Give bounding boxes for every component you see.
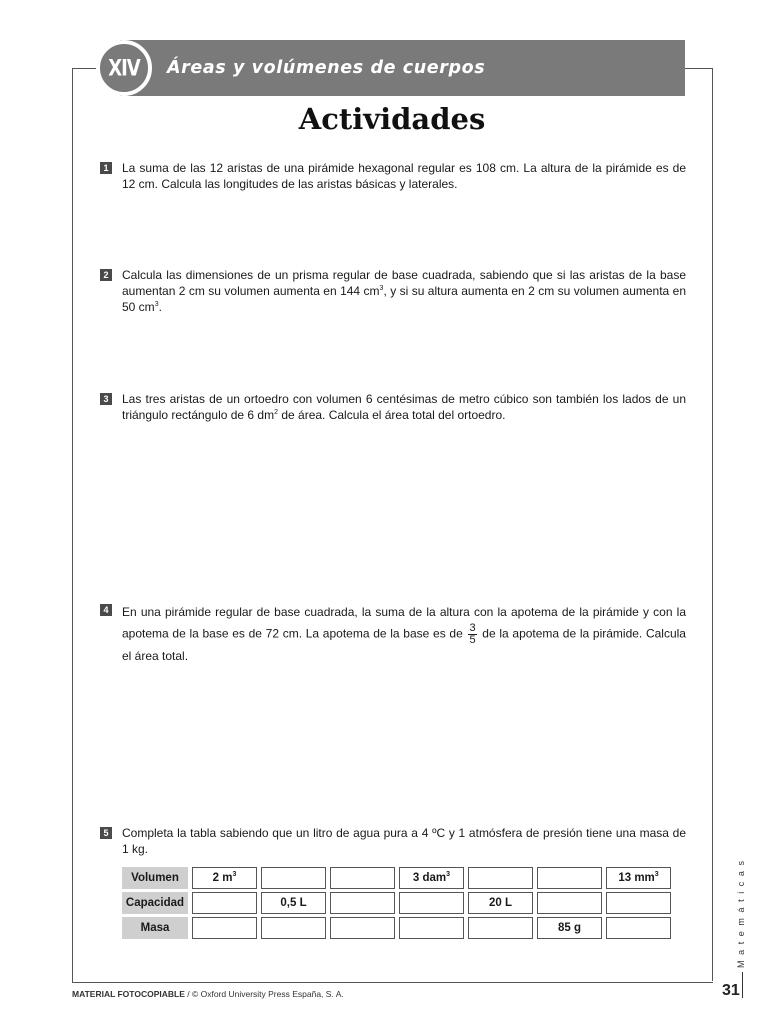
page-number: 31 (722, 982, 740, 999)
table-cell[interactable] (606, 917, 671, 939)
table-cell[interactable] (192, 892, 257, 914)
table-cell[interactable]: 0,5 L (261, 892, 326, 914)
unit-title: Áreas y volúmenes de cuerpos (167, 58, 486, 78)
table-cell[interactable] (468, 917, 533, 939)
table-cell[interactable] (192, 917, 257, 939)
page-frame-right-edge (712, 68, 713, 981)
table-cell[interactable] (261, 917, 326, 939)
table-cell[interactable] (468, 867, 533, 889)
table-cell[interactable] (606, 892, 671, 914)
question-text: Las tres aristas de un ortoedro con volumen 6 centésimas de metro cúbico son también los lados de un triángulo rectángulo de 6 $dm^2$ de área. Calcula el área total del ortoedro. (122, 392, 686, 422)
question-number: 4 (100, 604, 112, 616)
conversion-table (118, 864, 675, 942)
page-number-divider (742, 972, 743, 998)
question-3 (100, 391, 686, 423)
table-cell[interactable]: 3 dam$^3$ (399, 867, 464, 889)
table-cell[interactable] (330, 867, 395, 889)
question-number: 3 (100, 393, 112, 405)
table-row (122, 892, 671, 914)
table-cell[interactable]: 85 g (537, 917, 602, 939)
row-header: Masa (122, 917, 188, 939)
table-cell[interactable]: 20 L (468, 892, 533, 914)
question-5 (100, 825, 686, 857)
question-2 (100, 267, 686, 315)
question-number: 5 (100, 827, 112, 839)
question-number: 2 (100, 269, 112, 281)
question-4 (100, 602, 686, 667)
table-cell[interactable]: 13 $mm^3$ (606, 867, 671, 889)
table-cell[interactable] (537, 867, 602, 889)
row-header: Capacidad (122, 892, 188, 914)
footer-copyright: MATERIAL FOTOCOPIABLE / © Oxford University Press España, S. A. (72, 989, 344, 999)
table-row (122, 917, 671, 939)
table-row (122, 867, 671, 889)
question-text: Completa la tabla sabiendo que un litro de agua pura a 4 ºC y 1 atmósfera de presión tiene una masa de 1 kg. (122, 826, 686, 856)
question-text: En una pirámide regular de base cuadrada, la suma de la altura con la apotema de la pirámide y con la apotema de la base es de 72 cm. La apotema de la base es de $\frac{3}{5}$ de la apotema de la pirámide. Calcula el área total. (122, 605, 686, 663)
table-cell[interactable] (330, 892, 395, 914)
table-cell[interactable] (399, 917, 464, 939)
question-text: La suma de las 12 aristas de una pirámide hexagonal regular es 108 cm. La altura de la pirámide es de 12 cm. Calcula las longitudes de las aristas básicas y laterales. (122, 161, 686, 191)
table-cell[interactable] (399, 892, 464, 914)
unit-badge-label: XIV (108, 54, 140, 82)
row-header: Volumen (122, 867, 188, 889)
question-1 (100, 160, 686, 192)
unit-badge (96, 40, 152, 96)
question-number: 1 (100, 162, 112, 174)
page-heading: Actividades (298, 102, 486, 136)
question-text: Calcula las dimensiones de un prisma regular de base cuadrada, sabiendo que si las aristas de la base aumentan 2 cm su volumen aumenta en 144 $cm^3$, y si su altura aumenta en 2 cm su volumen aumenta en 50 $cm^3$. (122, 268, 687, 314)
table-cell[interactable] (537, 892, 602, 914)
table-cell[interactable]: 2 $m^3$ (192, 867, 257, 889)
table-cell[interactable] (261, 867, 326, 889)
fraction: $\frac{3}{5}$ (469, 622, 476, 646)
table-cell[interactable] (330, 917, 395, 939)
subject-side-label: Matemáticas (736, 855, 746, 968)
